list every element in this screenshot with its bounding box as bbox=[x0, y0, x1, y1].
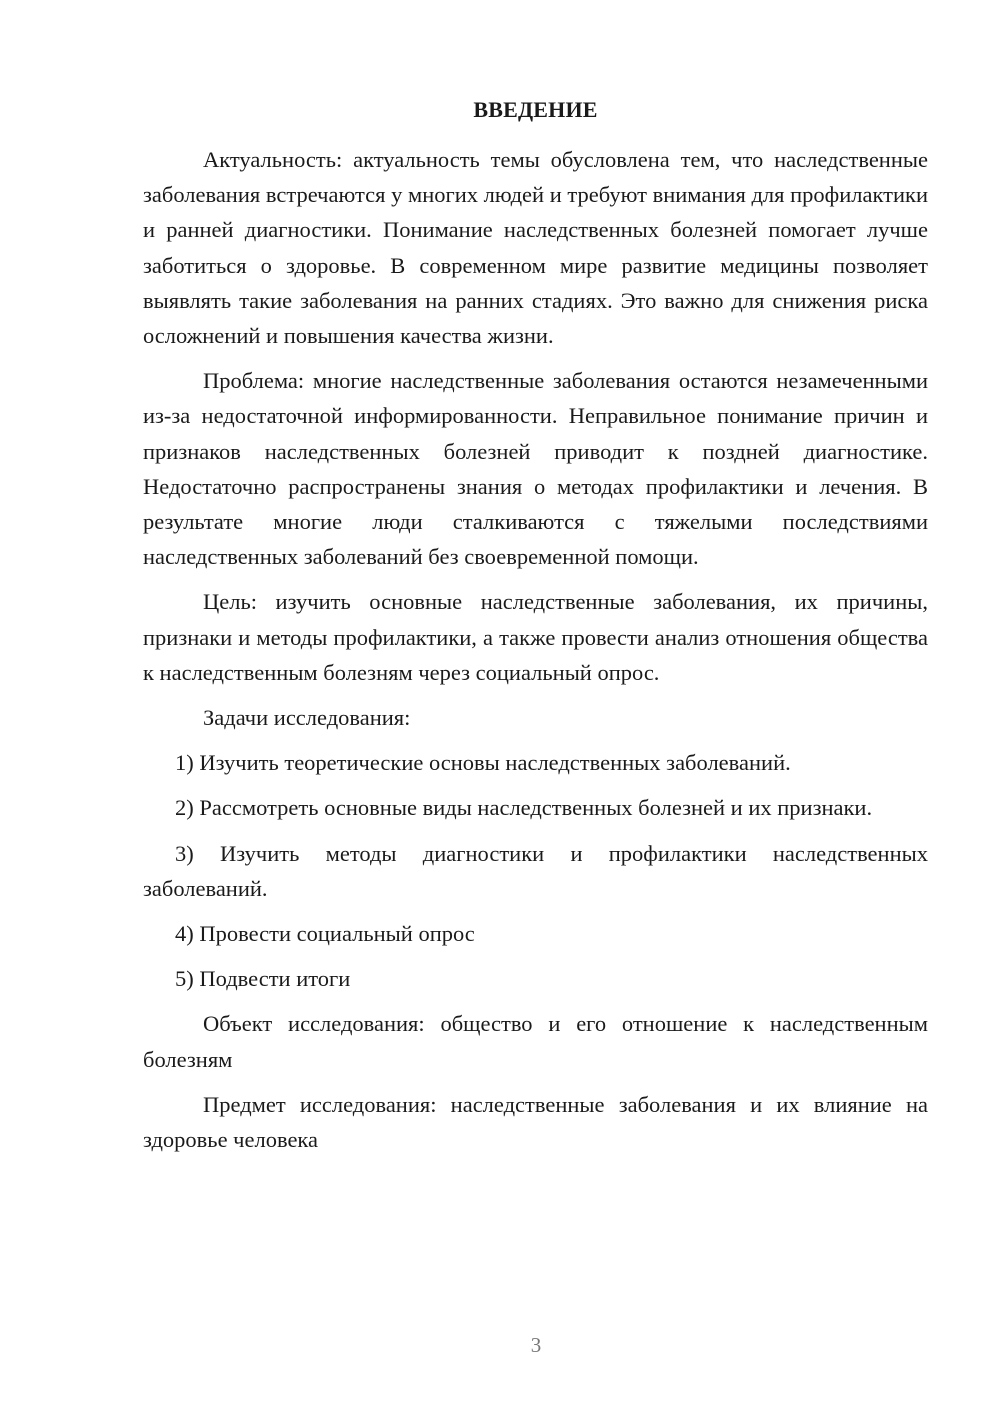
relevance-paragraph: Актуальность: актуальность темы обусловлена тем, что наследственные заболевания встречаются у многих людей и требуют внимания для профилактики и ранней диагностики. Понимание наследственных болезней помогает лучше заботиться о здоровье. В современном мире развитие медицины позволяет выявлять такие заболевания на ранних стадиях. Это важно для снижения риска осложнений и повышения качества жизни. bbox=[143, 147, 928, 349]
task-item: 2) Рассмотреть основные виды наследственных болезней и их признаки. bbox=[175, 795, 873, 821]
subject-paragraph: Предмет исследования: наследственные заболевания и их влияние на здоровье человека bbox=[143, 1091, 928, 1153]
task-item: 5) Подвести итоги bbox=[175, 966, 351, 992]
page-number: 3 bbox=[530, 1333, 542, 1357]
task-item: 1) Изучить теоретические основы наследственных заболеваний. bbox=[175, 750, 791, 776]
tasks-title: Задачи исследования: bbox=[203, 705, 411, 731]
task-item: 4) Провести социальный опрос bbox=[175, 921, 475, 947]
section-heading: ВВЕДЕНИЕ bbox=[473, 97, 598, 122]
problem-paragraph: Проблема: многие наследственные заболевания остаются незамеченными из-за недостаточной информированности. Неправильное понимание причин и признаков наследственных болезней приводит к поздней диагностике. Недостаточно распространены знания о методах профилактики и лечения. В результате многие люди сталкиваются с тяжелыми последствиями наследственных заболеваний без своевременной помощи. bbox=[143, 368, 928, 570]
goal-paragraph: Цель: изучить основные наследственные заболевания, их причины, признаки и методы профилактики, а также провести анализ отношения общества к наследственным болезням через социальный опрос. bbox=[143, 589, 928, 685]
object-paragraph: Объект исследования: общество и его отношение к наследственным болезням bbox=[143, 1011, 928, 1072]
document-body bbox=[143, 142, 928, 1157]
task-item: 3) Изучить методы диагностики и профилактики наследственных заболеваний. bbox=[143, 840, 928, 901]
